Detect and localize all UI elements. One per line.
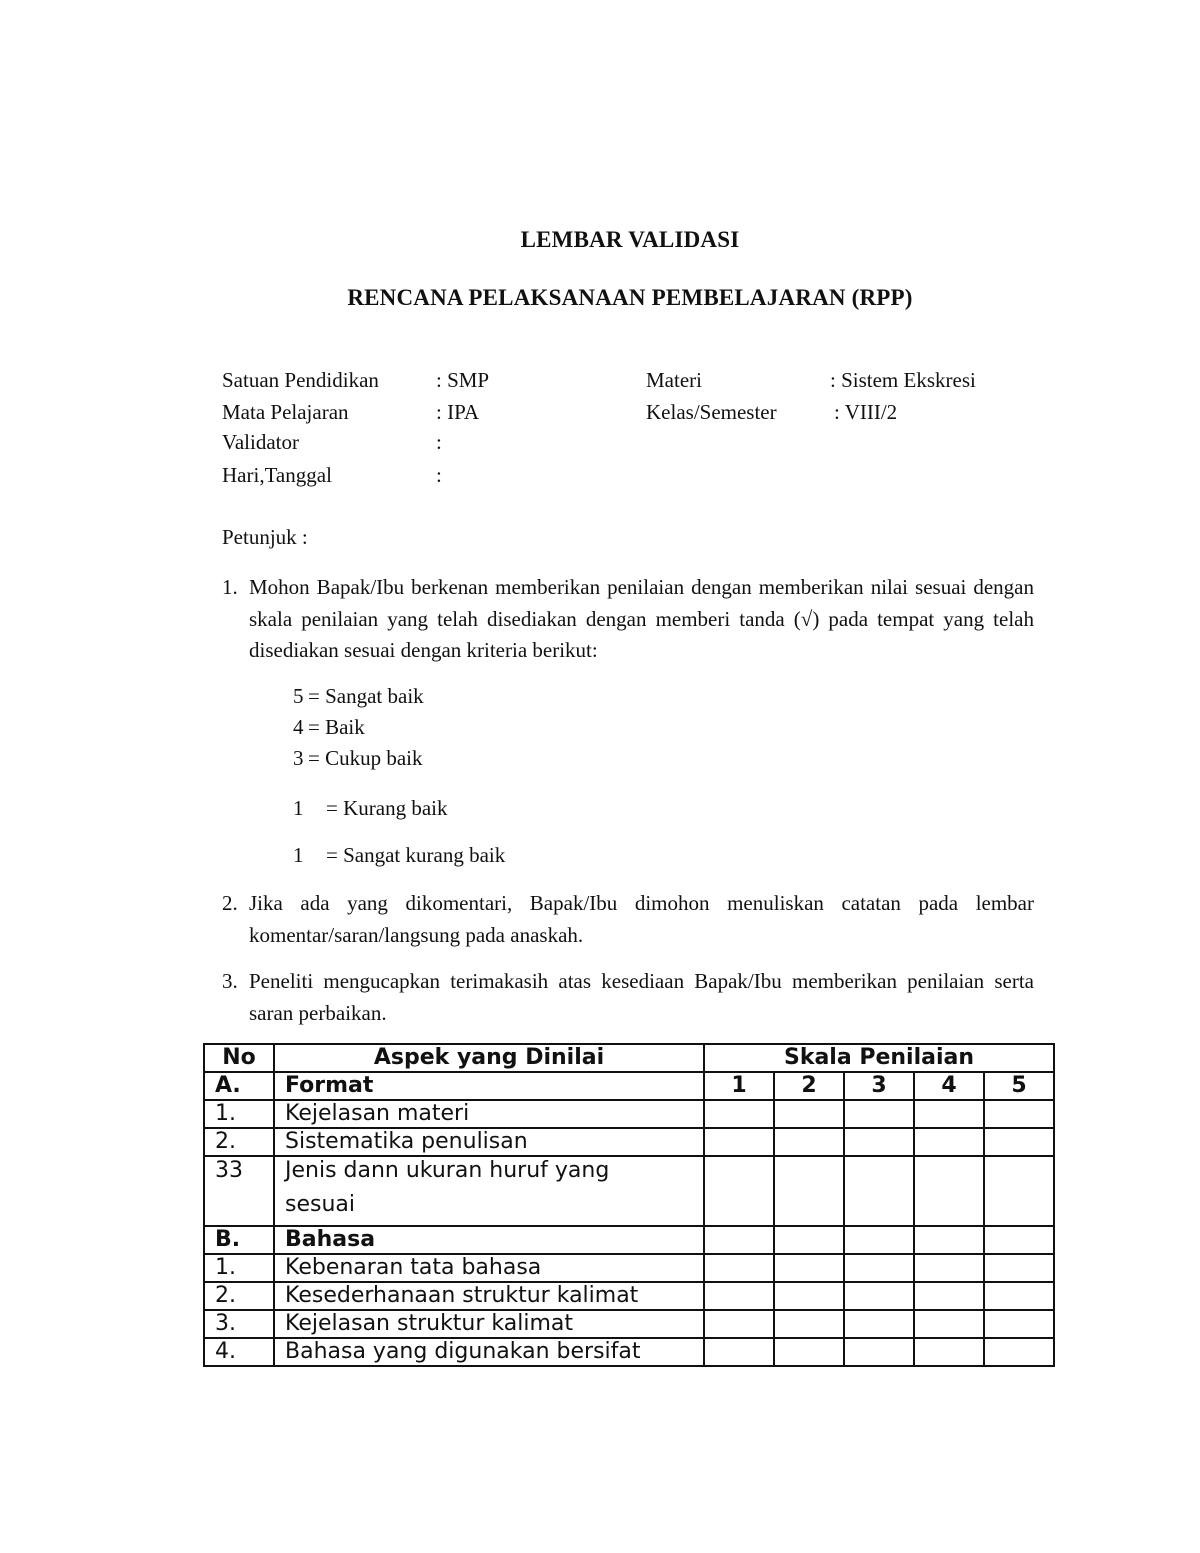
score-cell[interactable] [984, 1254, 1054, 1282]
score-cell[interactable] [984, 1128, 1054, 1156]
score-cell[interactable] [914, 1338, 984, 1366]
table-row [204, 1310, 1054, 1338]
score-cell[interactable] [704, 1338, 774, 1366]
score-cell[interactable] [774, 1310, 844, 1338]
row-no: 3. [204, 1310, 274, 1338]
hari-label: Hari,Tanggal [222, 463, 332, 487]
score-cell[interactable] [984, 1310, 1054, 1338]
score-cell[interactable] [704, 1282, 774, 1310]
row-aspek: Sistematika penulisan [274, 1128, 704, 1156]
table-row [204, 1282, 1054, 1310]
score-cell [844, 1226, 914, 1254]
header-skala: Skala Penilaian [704, 1044, 1054, 1072]
score-cell[interactable] [774, 1100, 844, 1128]
score-cell[interactable] [914, 1282, 984, 1310]
score-cell[interactable] [844, 1338, 914, 1366]
kelas-value: : VIII/2 [834, 400, 898, 424]
table-row [204, 1100, 1054, 1128]
score-cell[interactable] [844, 1156, 914, 1226]
score-cell[interactable] [844, 1254, 914, 1282]
score-cell[interactable] [774, 1338, 844, 1366]
score-header: 4 [914, 1072, 984, 1100]
table-row [204, 1254, 1054, 1282]
score-cell[interactable] [914, 1254, 984, 1282]
section-no: A. [204, 1072, 274, 1100]
petunjuk-heading: Petunjuk : [222, 525, 308, 549]
score-cell[interactable] [844, 1310, 914, 1338]
score-cell[interactable] [704, 1100, 774, 1128]
score-cell[interactable] [914, 1310, 984, 1338]
score-header: 5 [984, 1072, 1054, 1100]
instruction-number: 2. [222, 891, 238, 915]
validation-table [203, 1043, 1055, 1367]
score-header: 3 [844, 1072, 914, 1100]
section-no: B. [204, 1226, 274, 1254]
row-aspek-line: Jenis dann ukuran huruf yang [285, 1158, 610, 1183]
row-aspek: Kejelasan struktur kalimat [274, 1310, 704, 1338]
section-label: Bahasa [274, 1226, 704, 1254]
score-cell[interactable] [704, 1310, 774, 1338]
table-row [204, 1128, 1054, 1156]
row-aspek: Bahasa yang digunakan bersifat [274, 1338, 704, 1366]
table-row [204, 1338, 1054, 1366]
row-no: 2. [204, 1282, 274, 1310]
row-no: 1. [204, 1254, 274, 1282]
document-subtitle: RENCANA PELAKSANAAN PEMBELAJARAN (RPP) [347, 285, 913, 310]
row-aspek: Kejelasan materi [274, 1100, 704, 1128]
row-aspek-line: sesuai [285, 1192, 355, 1217]
hari-value: : [436, 463, 442, 487]
score-cell[interactable] [704, 1254, 774, 1282]
kelas-label: Kelas/Semester [646, 400, 777, 424]
materi-label: Materi [646, 368, 702, 392]
row-no: 1. [204, 1100, 274, 1128]
row-no-text: 33 [215, 1158, 243, 1183]
score-cell[interactable] [914, 1100, 984, 1128]
row-aspek [274, 1156, 704, 1226]
score-cell [774, 1226, 844, 1254]
row-aspek: Kebenaran tata bahasa [274, 1254, 704, 1282]
header-no: No [204, 1044, 274, 1072]
score-cell[interactable] [914, 1128, 984, 1156]
score-cell[interactable] [774, 1156, 844, 1226]
instruction-number: 1. [222, 575, 238, 599]
score-header: 2 [774, 1072, 844, 1100]
section-label: Format [274, 1072, 704, 1100]
score-cell [984, 1226, 1054, 1254]
document-title: LEMBAR VALIDASI [520, 227, 740, 252]
table-header-row [204, 1044, 1054, 1072]
scale-label: = Sangat kurang baik [326, 843, 506, 867]
instruction-text: Peneliti mengucapkan terimakasih atas kesediaan Bapak/Ibu memberikan penilaian serta saran perbaikan. [249, 969, 1034, 1025]
score-cell[interactable] [844, 1128, 914, 1156]
satuan-label: Satuan Pendidikan [222, 368, 379, 392]
validator-value: : [436, 430, 442, 454]
section-row [204, 1072, 1054, 1100]
scale-label: = Cukup baik [308, 746, 423, 770]
score-cell[interactable] [704, 1156, 774, 1226]
score-cell[interactable] [914, 1156, 984, 1226]
score-cell[interactable] [844, 1100, 914, 1128]
score-cell[interactable] [984, 1282, 1054, 1310]
instruction-item [222, 572, 1034, 667]
instruction-text: Mohon Bapak/Ibu berkenan memberikan penilaian dengan memberikan nilai sesuai dengan skala penilaian yang telah disediakan dengan memberi tanda (√) pada tempat yang telah disediakan sesuai dengan kriteria berikut: [249, 575, 1034, 662]
score-cell[interactable] [704, 1128, 774, 1156]
header-aspek: Aspek yang Dinilai [274, 1044, 704, 1072]
score-cell[interactable] [774, 1128, 844, 1156]
scale-label: = Sangat baik [308, 684, 424, 708]
validator-label: Validator [222, 430, 299, 454]
instruction-text: Jika ada yang dikomentari, Bapak/Ibu dimohon menuliskan catatan pada lembar komentar/saran/langsung pada anaskah. [249, 891, 1034, 947]
satuan-value: : SMP [436, 368, 490, 392]
score-cell[interactable] [844, 1282, 914, 1310]
materi-value: : Sistem Ekskresi [830, 368, 976, 392]
score-cell[interactable] [774, 1254, 844, 1282]
score-header: 1 [704, 1072, 774, 1100]
row-aspek: Kesederhanaan struktur kalimat [274, 1282, 704, 1310]
instruction-item [222, 966, 1034, 1029]
score-cell [914, 1226, 984, 1254]
score-cell[interactable] [984, 1338, 1054, 1366]
score-cell[interactable] [774, 1282, 844, 1310]
scale-label: = Kurang baik [326, 796, 448, 820]
score-cell[interactable] [984, 1156, 1054, 1226]
row-no: 2. [204, 1128, 274, 1156]
table-row [204, 1156, 1054, 1226]
mapel-value: : IPA [436, 400, 479, 424]
section-row [204, 1226, 1054, 1254]
mapel-label: Mata Pelajaran [222, 400, 349, 424]
score-cell [704, 1226, 774, 1254]
scale-label: = Baik [308, 715, 365, 739]
row-no: 4. [204, 1338, 274, 1366]
score-cell[interactable] [984, 1100, 1054, 1128]
instruction-number: 3. [222, 969, 238, 993]
instruction-item [222, 888, 1034, 951]
row-no [204, 1156, 274, 1226]
